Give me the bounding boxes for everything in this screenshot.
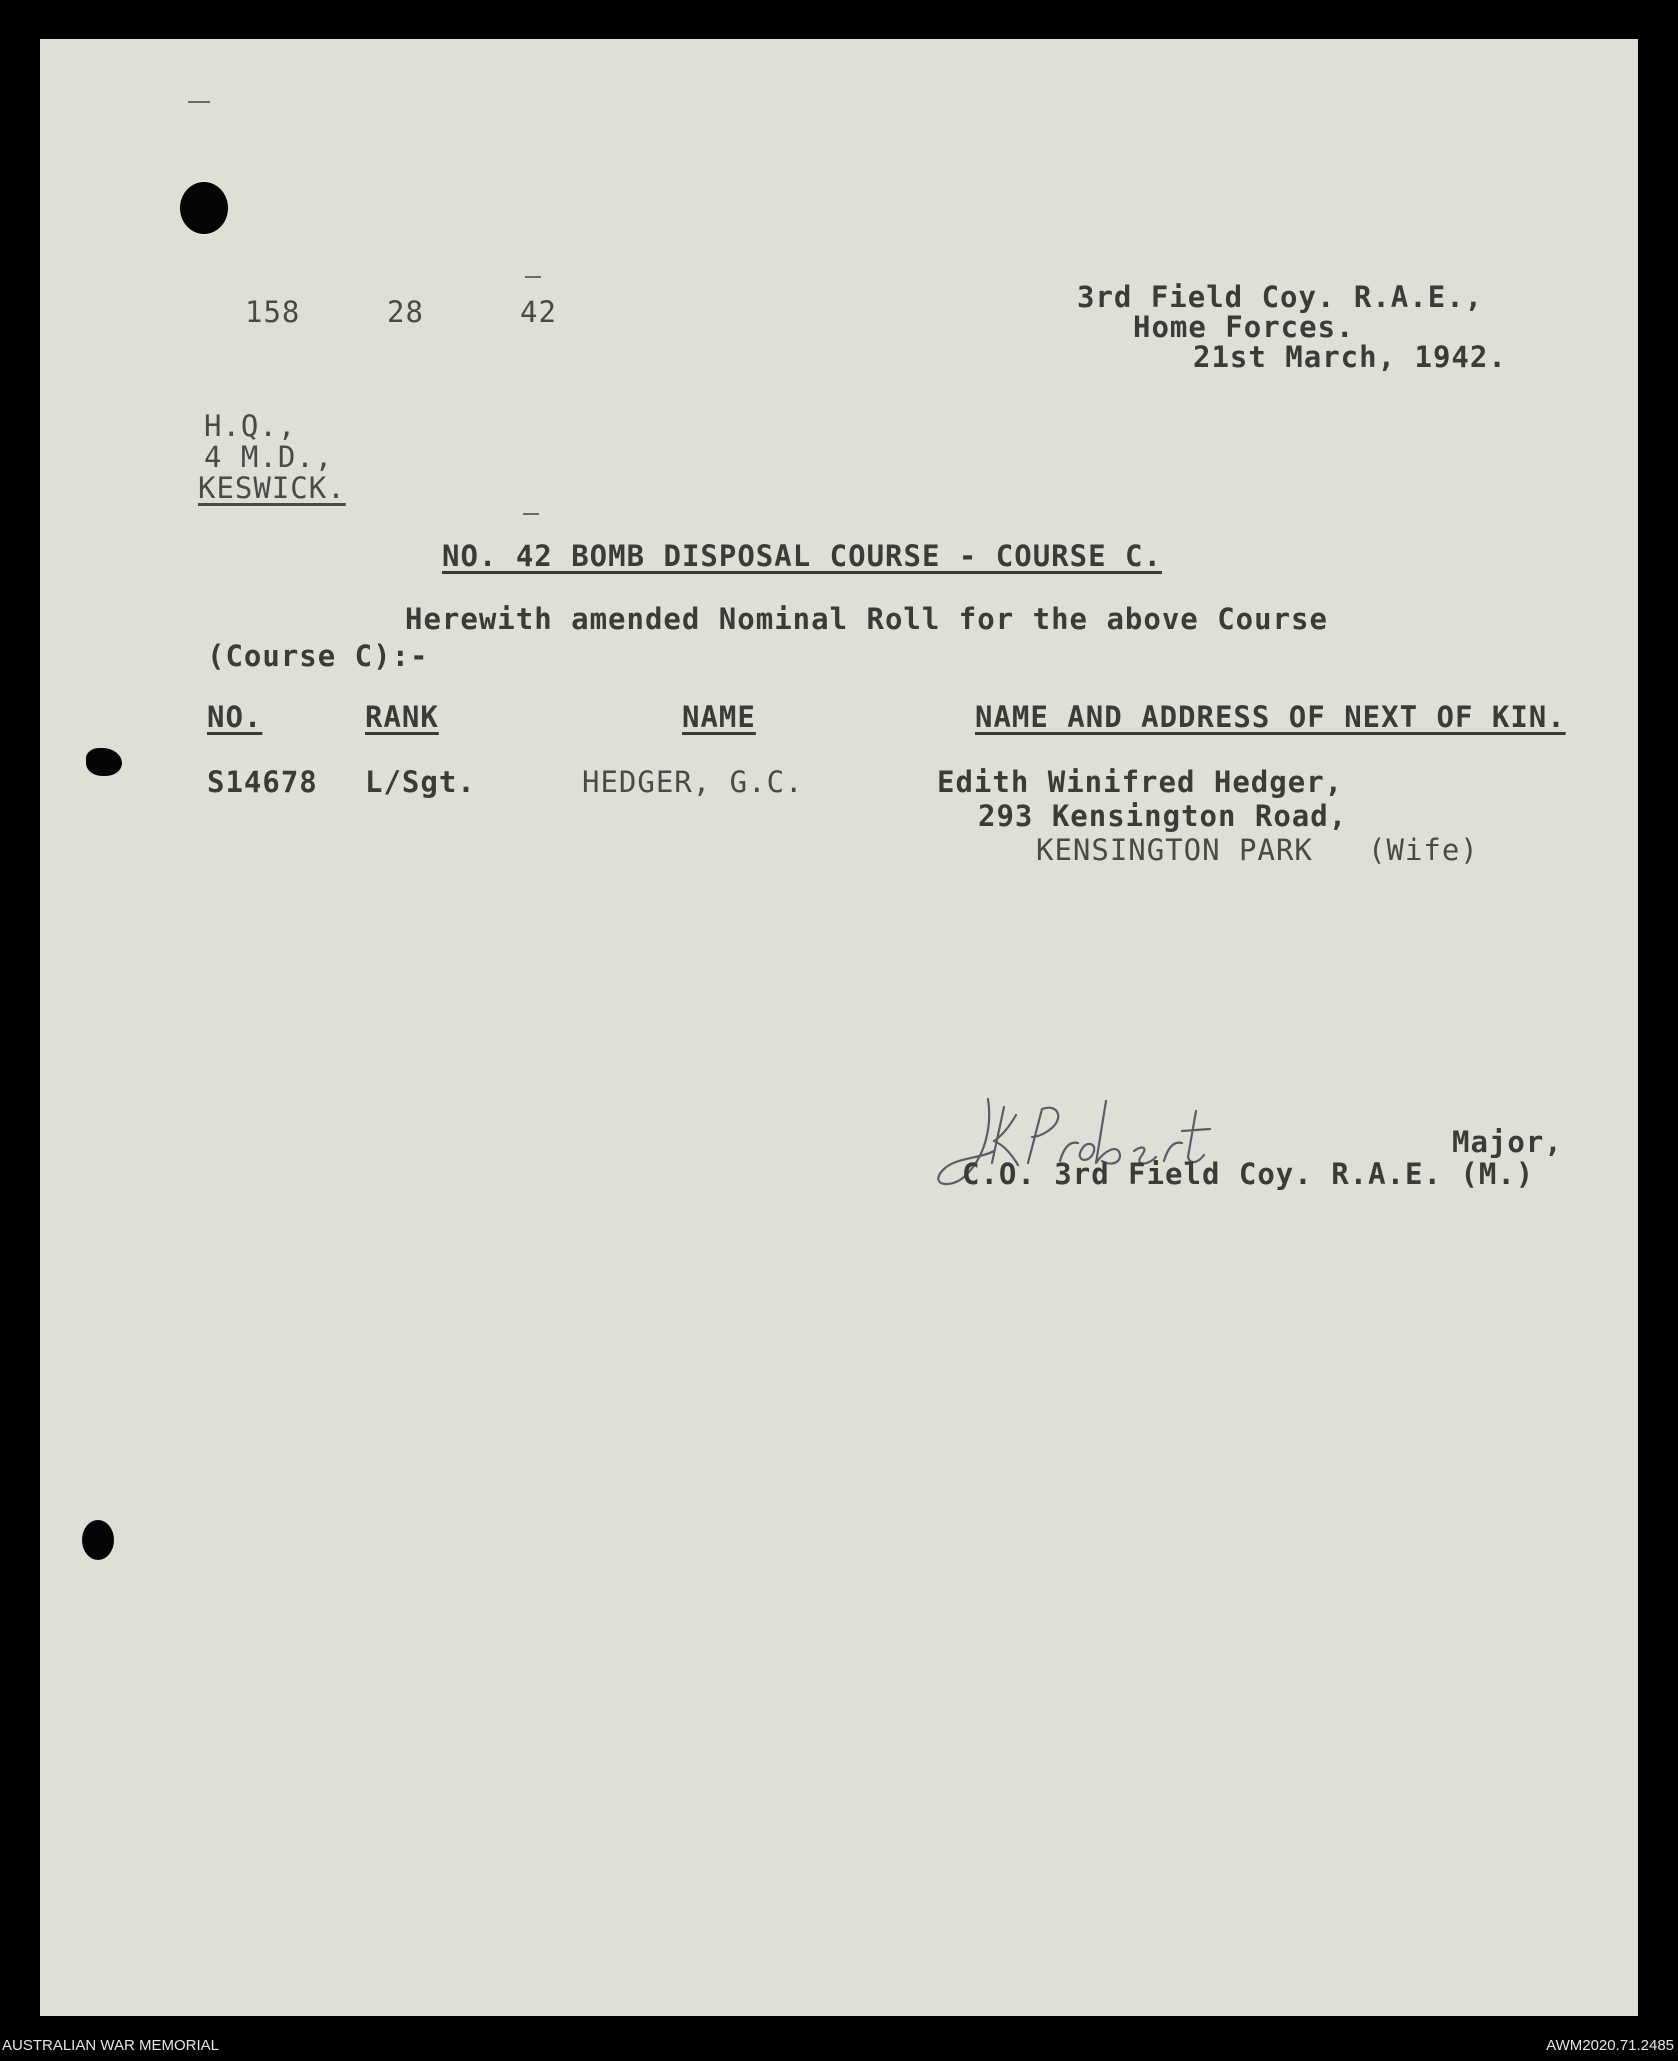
recipient-location: KESWICK. [198, 471, 346, 505]
kin-relation: (Wife) [1368, 833, 1479, 867]
row-name: HEDGER, G.C. [582, 765, 804, 799]
subject-heading: NO. 42 BOMB DISPOSAL COURSE - COURSE C. [442, 539, 1162, 573]
row-service-number: S14678 [207, 765, 318, 799]
sender-forces: Home Forces. [1133, 310, 1355, 344]
body-line-1: Herewith amended Nominal Roll for the above Course [405, 602, 1328, 636]
header-rank: RANK [365, 700, 439, 734]
signatory-rank: Major, [1452, 1125, 1563, 1159]
header-next-of-kin: NAME AND ADDRESS OF NEXT OF KIN. [975, 700, 1566, 734]
kin-suburb: KENSINGTON PARK [1036, 833, 1313, 867]
punch-hole-middle [86, 748, 122, 776]
document-page [40, 39, 1638, 2016]
file-ref-a: 158 [245, 295, 301, 329]
kin-street: 293 Kensington Road, [978, 799, 1348, 833]
letter-date: 21st March, 1942. [1193, 340, 1507, 374]
footer-source: AUSTRALIAN WAR MEMORIAL [2, 2037, 219, 2054]
file-ref-c: 42 [520, 295, 557, 329]
header-name: NAME [682, 700, 756, 734]
signatory-title: C.O. 3rd Field Coy. R.A.E. (M.) [962, 1157, 1535, 1191]
sender-unit: 3rd Field Coy. R.A.E., [1077, 280, 1484, 314]
kin-name: Edith Winifred Hedger, [937, 765, 1344, 799]
recipient-district: 4 M.D., [204, 440, 334, 474]
pencil-mark [525, 276, 541, 278]
body-line-2: (Course C):- [207, 639, 429, 673]
header-no: NO. [207, 700, 263, 734]
file-ref-b: 28 [387, 295, 424, 329]
row-rank: L/Sgt. [365, 765, 476, 799]
recipient-hq: H.Q., [204, 409, 297, 443]
footer-accession-number: AWM2020.71.2485 [1546, 2037, 1674, 2054]
pencil-mark [188, 101, 210, 103]
punch-hole-top [180, 182, 228, 234]
pencil-mark [523, 513, 539, 515]
punch-hole-bottom [82, 1520, 114, 1560]
